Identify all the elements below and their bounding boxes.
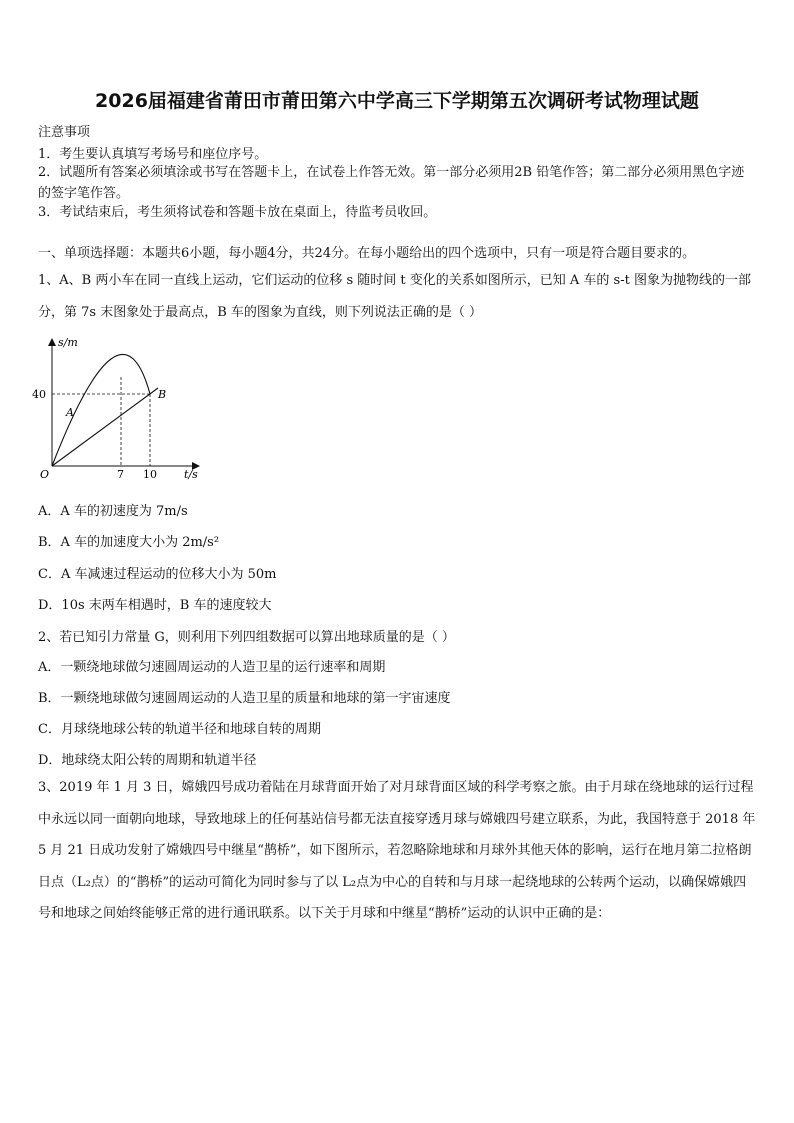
- origin-label: O: [40, 468, 50, 480]
- note-item-3: 3．考试结束后，考生须将试卷和答题卡放在桌面上，待监考员收回。: [38, 205, 437, 220]
- curve-a-label: A: [66, 406, 74, 419]
- note-item-2: 2．试题所有答案必须填涂或书写在答题卡上，在试卷上作答无效。第一部分必须用2B 铅笔作答；第二部分必须用黑色字迹的签字笔作答。: [38, 165, 745, 201]
- notes-heading: 注意事项: [38, 125, 91, 140]
- section-heading: 一、单项选择题：本题共6小题，每小题4分，共24分。在每小题给出的四个选项中，只有一项是符合题目要求的。: [38, 246, 696, 261]
- x-tick-10: 10: [143, 468, 157, 480]
- note-item-1: 1．考生要认真填写考场号和座位序号。: [38, 147, 268, 162]
- q2-option-b: B．一颗绕地球做匀速圆周运动的人造卫星的质量和地球的第一宇宙速度: [38, 691, 451, 706]
- q1-option-b: B．A 车的加速度大小为 2m/s²: [38, 535, 220, 550]
- question-3-stem: 3、2019 年 1 月 3 日，嫦娥四号成功着陆在月球背面开始了对月球背面区域的科学考察之旅。由于月球在绕地球的运行过程中永远以同一面朝向地球，导致地球上的任何基站信号都无法直接穿透月球与嫦娥四号建立联系，为此，我国特意于 2018 年 5 月 21 日成功发射了嫦娥四号中继星“鹊桥”，如下图所示，若忽略除地球和月球外其他天体的影响，运行在地月第二拉格朗日点（L₂点）的“鹊桥”的运动可简化为同时参与了以 L₂点为中心的自转和与月球一起绕地球的公转两个运动，以确保嫦娥四号和地球之间始终能够正常的进行通讯联系。以下关于月球和中继星“鹊桥”运动的认识中正确的是：: [38, 780, 756, 921]
- q2-option-a: A．一颗绕地球做匀速圆周运动的人造卫星的运行速率和周期: [38, 660, 386, 675]
- question-1-stem: 1、A、B 两小车在同一直线上运动，它们运动的位移 s 随时间 t 变化的关系如图所示，已知 A 车的 s-t 图象为抛物线的一部分，第 7s 末图象处于最高点，B 车的图象为直线，则下列说法正确的是（ ）: [38, 273, 751, 320]
- y-tick-40: 40: [32, 388, 46, 401]
- exam-title: 2026届福建省莆田市莆田第六中学高三下学期第五次调研考试物理试题: [95, 90, 699, 112]
- q1-option-a: A．A 车的初速度为 7m/s: [38, 504, 188, 519]
- curve-b-label: B: [158, 388, 167, 401]
- x-axis-label: t/s: [184, 468, 198, 480]
- st-graph: [30, 330, 210, 480]
- y-axis-label: s/m: [58, 336, 78, 349]
- q2-option-c: C．月球绕地球公转的轨道半径和地球自转的周期: [38, 722, 321, 737]
- q1-option-d: D．10s 末两车相遇时，B 车的速度较大: [38, 598, 272, 613]
- q1-option-c: C．A 车减速过程运动的位移大小为 50m: [38, 567, 277, 582]
- q2-option-d: D．地球绕太阳公转的周期和轨道半径: [38, 753, 257, 768]
- question-2-stem: 2、若已知引力常量 G，则利用下列四组数据可以算出地球质量的是（ ）: [38, 630, 455, 645]
- x-tick-7: 7: [117, 468, 124, 480]
